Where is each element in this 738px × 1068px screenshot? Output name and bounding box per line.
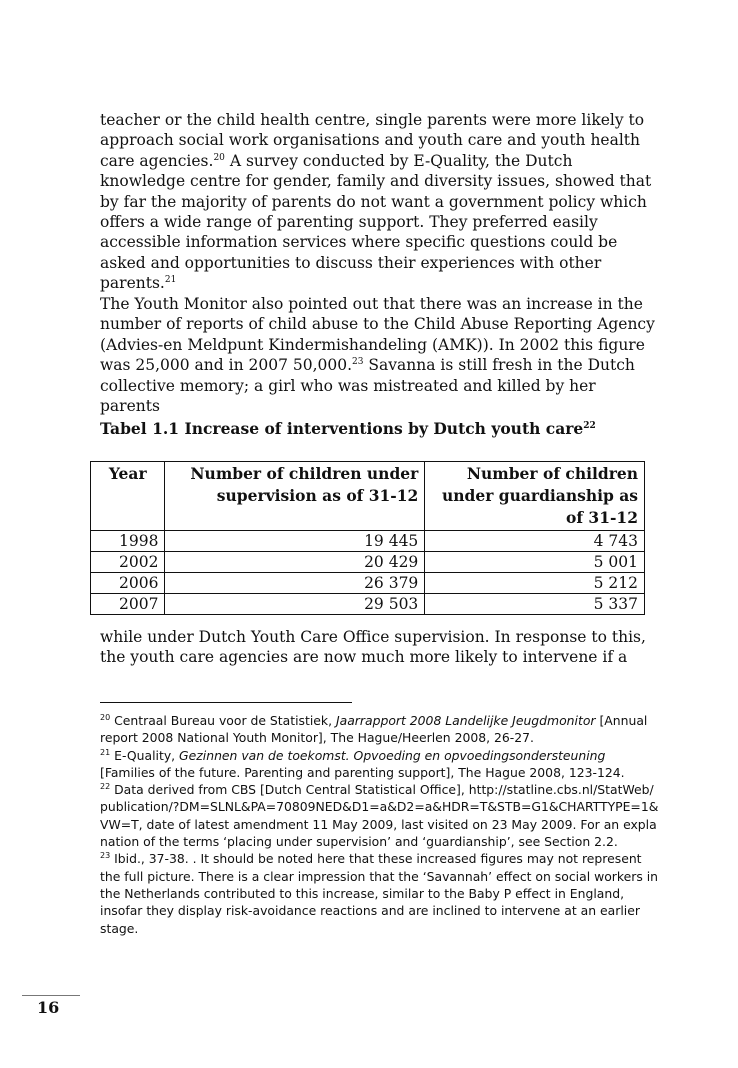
footnote-number: 20 xyxy=(100,712,111,722)
cell-supervision: 20 429 xyxy=(165,552,425,573)
footnote-number: 22 xyxy=(100,782,111,792)
table-row xyxy=(91,552,645,573)
footnote-22 xyxy=(100,781,660,850)
header-year: Year xyxy=(91,462,165,531)
footnote-number: 23 xyxy=(100,851,111,861)
footnote-ref-21[interactable]: 21 xyxy=(164,275,177,286)
footnote-text: E-Quality, xyxy=(110,747,180,763)
header-supervision: Number of children under supervision as of 31-12 xyxy=(165,462,425,531)
footnote-ref-23[interactable]: 23 xyxy=(352,357,364,368)
cell-year: 2007 xyxy=(91,594,165,615)
paragraph-2-text-a: The Youth Monitor also pointed out that there was an increase in the number of reports of child abuse to the Child Abuse Reporting Agency (Advies-en Meldpunt Kindermishandeling (AMK)). In 2002 this figure was 25,000 and in 2007 50,000. xyxy=(100,295,655,375)
table-row xyxy=(91,573,645,594)
footnote-text: Data derived from CBS [Dutch Central Statistical Office], http://statline.cbs.nl/StatWeb/publication/?DM=SLNL&PA=70809NED&D1=a&D2=a&HDR=T&STB=G1&CHARTTYPE=1&VW=T, date of latest amendment 11 May 2009, last visited on 23 May 2009. For an explanation of the terms ‘placing under supervision’ and ‘guardianship’, see Section 2.2. xyxy=(100,782,659,850)
footnote-20 xyxy=(100,712,660,747)
cell-guardianship: 5 337 xyxy=(425,594,645,615)
paragraph-1-text-b: A survey conducted by E-Quality, the Dutch knowledge centre for gender, family and diversity issues, showed that by far the majority of parents do not want a government policy which offers a wide range of parenting support. They preferred easily accessible information services where specific questions could be asked and opportunities to discuss their experiences with other parents. xyxy=(100,151,652,293)
paragraph-2-text-b: Savanna is still fresh in the Dutch collective memory; a girl who was mistreated and killed by her parents xyxy=(100,356,635,416)
table-row xyxy=(91,594,645,615)
footnote-text: [Annual report 2008 National Youth Monitor], The Hague/Heerlen 2008, 26-27. xyxy=(100,713,648,746)
cell-year: 2006 xyxy=(91,573,165,594)
paragraph-2 xyxy=(100,294,660,416)
table-caption xyxy=(100,418,596,440)
paragraph-3: while under Dutch Youth Care Office supervision. In response to this, the youth care agencies are now much more likely to intervene if a xyxy=(100,628,646,667)
cell-guardianship: 4 743 xyxy=(425,531,645,552)
table-header-row xyxy=(91,462,645,531)
footnote-text: Centraal Bureau voor de Statistiek, xyxy=(110,713,336,728)
paragraph-1 xyxy=(100,110,660,294)
header-guardianship: Number of children under guardianship as of 31-12 xyxy=(425,462,645,531)
table-caption-text: Tabel 1.1 Increase of interventions by Dutch youth care xyxy=(100,419,584,438)
footnote-ref-22[interactable]: 22 xyxy=(583,420,596,431)
footnote-ref-20[interactable]: 20 xyxy=(213,152,225,163)
page-number-rule xyxy=(22,995,80,996)
footnote-title: Gezinnen van de toekomst. Opvoeding en opvoedingsondersteuning xyxy=(179,747,606,763)
footnote-21 xyxy=(100,747,660,782)
footnote-text: Ibid., 37-38. . It should be noted here that these increased figures may not represent the full picture. There is a clear impression that the ‘Savannah’ effect on social workers in the Netherlands contributed to this increase, similar to the Baby P effect in England, insofar they display risk-avoidance reactions and are inclined to intervene at an earlier stage. xyxy=(100,851,659,936)
page-number: 16 xyxy=(37,998,60,1017)
footnote-23 xyxy=(100,850,660,936)
cell-guardianship: 5 212 xyxy=(425,573,645,594)
table-row xyxy=(91,531,645,552)
cell-year: 2002 xyxy=(91,552,165,573)
cell-supervision: 29 503 xyxy=(165,594,425,615)
cell-supervision: 19 445 xyxy=(165,531,425,552)
footnotes xyxy=(100,712,660,937)
paragraph-1-text-a: teacher or the child health centre, single parents were more likely to approach social work organisations and youth care and youth health care agencies. xyxy=(100,111,645,170)
footnote-number: 21 xyxy=(100,747,111,757)
footnote-divider xyxy=(100,702,352,703)
interventions-table xyxy=(90,461,645,615)
footnote-text: [Families of the future. Parenting and parenting support], The Hague 2008, 123-124. xyxy=(100,764,625,780)
cell-guardianship: 5 001 xyxy=(425,552,645,573)
footnote-title: Jaarrapport 2008 Landelijke Jeugdmonitor xyxy=(335,713,596,728)
cell-year: 1998 xyxy=(91,531,165,552)
cell-supervision: 26 379 xyxy=(165,573,425,594)
